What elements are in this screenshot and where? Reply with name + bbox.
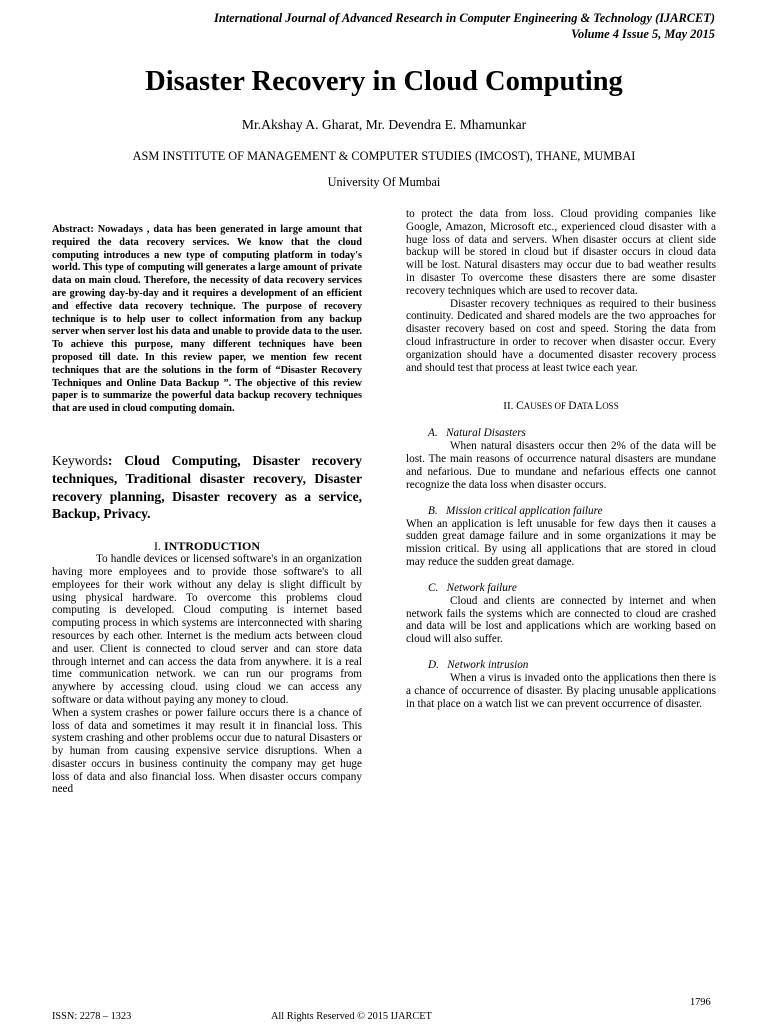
subsection-title: Network intrusion (447, 658, 529, 671)
subsection-label: A. (428, 427, 438, 440)
journal-header (15, 10, 715, 42)
intro-paragraph-1: To handle devices or licensed software's in an organization having more employees and to provide those software's to all employees for their work without any delay is slight difficult by using physical hardware. To overcome this problems cloud computing is developed. Cloud computing is internet based computing process in which systems are interconnected with sharing resources by each other. Internet is the medium acts between cloud and user. Client is connected to cloud server and can store data through internet and can access the data from anywhere. it is a real time communication network. we can run our programs from anywhere by accessing cloud. using cloud we can access any software or data without paying any money to cloud. (52, 553, 362, 706)
intro-paragraph-4: Disaster recovery techniques as required to their business continuity. Dedicated and shared models are the two approaches for disaster recovery based on cost and speed. Storing the data from cloud infrastructure in order to recover when disaster occur. Every organization should have a documented disaster recovery process and should test that process at least twice each year. (406, 297, 716, 374)
section-heading-causes (406, 400, 716, 413)
intro-paragraph-2: When a system crashes or power failure occurs there is a chance of loss of data and sometimes it may result it in financial loss. This system crashing and other problems occur due to natural Disasters or by human from causing expensive service disruptions. When a disaster occurs in business continuity the company may get huge loss of data and also financial loss. When disaster occurs company need (52, 706, 362, 796)
keywords: Keywords: Cloud Computing, Disaster recovery techniques, Traditional disaster recovery, Disaster recovery planning, Disaster recovery as a service, Backup, Privacy. (52, 452, 362, 522)
footer-issn: ISSN: 2278 – 1323 (52, 1011, 132, 1022)
subsection-label: B. (428, 504, 438, 517)
heading-letter: L (595, 400, 603, 413)
heading-smallcaps: OSS (602, 401, 619, 412)
subsection-title: Network failure (446, 581, 517, 594)
section-title: INTRODUCTION (163, 539, 260, 554)
paper-title: Disaster Recovery in Cloud Computing (145, 66, 623, 97)
subsection-text-b: When an application is left unusable for few days then it causes a sudden great damage failure and in some organizations it may be mission critical. By using all applications that are stored in cloud may reduce the sudden great damage. (406, 517, 716, 568)
subsection-heading-b (428, 505, 716, 518)
heading-letter: D (568, 400, 577, 413)
left-column (52, 224, 362, 796)
subsection-text-c: Cloud and clients are connected by internet and when network fails the systems which are connected to cloud are crashed and data will be lost and applications which are working based on cloud will also suffer. (406, 594, 716, 646)
subsection-title: Mission critical application failure (446, 504, 603, 517)
heading-letter: C (516, 400, 524, 413)
heading-smallcaps: ATA (576, 401, 596, 412)
right-column (406, 208, 716, 710)
heading-smallcaps: AUSES OF (523, 401, 569, 412)
subsection-heading-d (428, 659, 716, 672)
section-number: II. (503, 400, 514, 413)
page-number: 1796 (690, 997, 711, 1008)
intro-paragraph-3: to protect the data from loss. Cloud providing companies like Google, Amazon, Microsoft etc., experienced cloud disaster with a huge loss of data and servers. When disaster occurs at client side backup will be stored in cloud but if disaster occurs in cloud data will be lost. Natural disasters may occur due to bad weather results in disaster To overcome these disasters there are some disaster recovery techniques which are used to recover data. (406, 208, 716, 297)
subsection-title: Natural Disasters (446, 427, 526, 440)
subsection-text-d: When a virus is invaded onto the applications then there is a chance of occurrence of disaster. By placing unusable applications in that place on a watch list we can prevent occurrence of disaster. (406, 671, 716, 710)
paper-institute: ASM INSTITUTE OF MANAGEMENT & COMPUTER STUDIES (IMCOST), THANE, MUMBAI (132, 149, 636, 163)
keywords-text: Cloud Computing, Disaster recovery techniques, Traditional disaster recovery, Disaster recovery planning, Disaster recovery as a service, Backup, Privacy. (52, 452, 362, 522)
section-heading-introduction (52, 539, 362, 553)
journal-issue: Volume 4 Issue 5, May 2015 (571, 27, 715, 41)
subsection-text-a: When natural disasters occur then 2% of the data will be lost. The main reasons of occurrence natural disasters are mundane and nefarious. Due to mundane and nefarious effects one cannot recognize the data loss when disaster occurs. (406, 440, 716, 491)
subsection-label: C. (428, 581, 439, 594)
abstract: Abstract: Nowadays , data has been generated in large amount that required the data recovery services. We know that the cloud computing introduces a new type of computing platform in today's world. This type of computing will generates a large amount of private data on main cloud. Therefore, the necessity of data recovery services are growing day-by-day and it requires a development of an efficient and effective data recovery technique. The purpose of recovery technique is to help user to collect information from any backup server when server lost his data and unable to provide data to the user. To achieve this purpose, many different techniques have been proposed till date. In this review paper, we mention few recent techniques that are the solutions in the form of “Disaster Recovery Techniques and Online Data Backup ”. The objective of this review paper is to summarize the powerful data backup recovery techniques that are used in cloud computing domain. (52, 224, 362, 415)
paper-university: University Of Mumbai (327, 175, 441, 189)
keywords-label: Keywords (52, 452, 108, 468)
subsection-heading-a (428, 427, 716, 440)
journal-name: International Journal of Advanced Research in Computer Engineering & Technology (IJARCET) (214, 11, 715, 25)
subsection-label: D. (428, 658, 439, 671)
footer-copyright: All Rights Reserved © 2015 IJARCET (271, 1011, 432, 1022)
section-number: I. (153, 539, 161, 554)
paper-authors: Mr.Akshay A. Gharat, Mr. Devendra E. Mhamunkar (241, 117, 527, 132)
subsection-heading-c (428, 582, 716, 595)
